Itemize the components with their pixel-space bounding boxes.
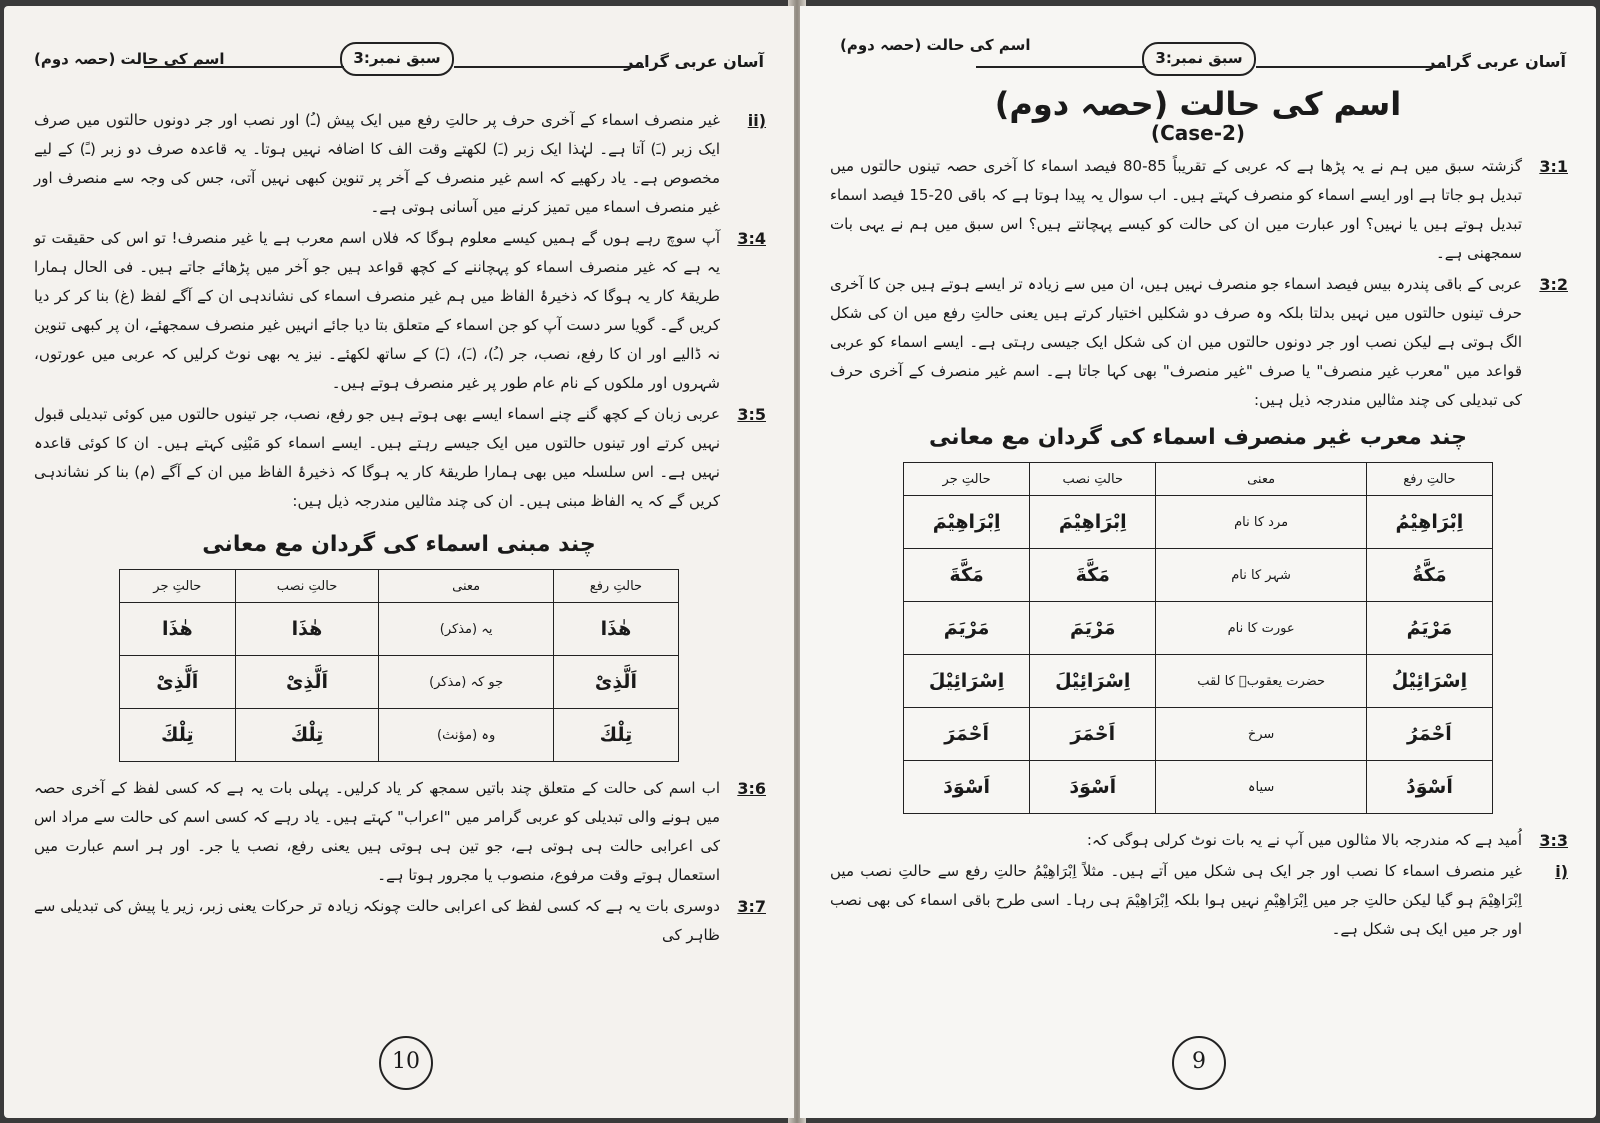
paragraph-3-4 [34, 224, 764, 398]
cell: تِلْكَ [235, 709, 379, 762]
cell: یہ (مذکر) [379, 603, 554, 656]
table-row [904, 549, 1493, 602]
cell: مرد کا نام [1156, 496, 1367, 549]
cell: تِلْكَ [120, 709, 236, 762]
cell: مَرْیَمُ [1366, 602, 1492, 655]
column-header: حالتِ نصب [1030, 463, 1156, 496]
paragraph-number: 3:4 [737, 229, 766, 248]
cell: مَرْیَمَ [1030, 602, 1156, 655]
cell: اِبْرَاهِیْمُ [1366, 496, 1492, 549]
paragraph-i [830, 857, 1566, 944]
cell: اَحْمَرُ [1366, 708, 1492, 761]
header-rule [976, 66, 1146, 68]
ghair-munsarif-table [903, 462, 1493, 814]
paragraph-text: غیر منصرف اسماء کے آخری حرف پر حالتِ رفع میں ایک پیش (ـُ) اور نصب اور جر دونوں حالتوں میں صرف ایک زبر (ـَ) آتا ہے۔ لہٰذا ایک زبر (ـَ) لکھتے وقت الف کا اضافہ نہیں ہوتا۔ یہ قاعدہ صرف دو زبر (ـً) کے لیے مخصوص ہے۔ یاد رکھیے کہ اسم غیر منصرف کے آخر پر تنوین کبھی نہیں آتی، جس کی وجہ سے منصرف اور غیر منصرف اسماء میں تمیز کرنے میں آسانی ہوتی ہے۔ [34, 111, 720, 216]
paragraph-number: 3:6 [737, 779, 766, 798]
cell: حضرت یعقوبؑ کا لقب [1156, 655, 1367, 708]
table-row [120, 709, 679, 762]
cell: مَرْیَمَ [904, 602, 1030, 655]
page-body [830, 85, 1568, 946]
cell: اِبْرَاهِیْمَ [1030, 496, 1156, 549]
page-title: اسم کی حالت (حصہ دوم) [994, 85, 1402, 123]
paragraph-text: اب اسم کی حالت کے متعلق چند باتیں سمجھ کر یاد کرلیں۔ پہلی بات یہ ہے کہ کسی لفظ کے آخری حصہ میں ہونے والی تبدیلی کو عربی گرامر میں "اعراب" کہتے ہیں۔ یاد رہے کہ کسی اسم کی حالت سے مراد اس کی اعرابی حالت ہی ہوتی ہے، جو تین ہی ہوتی ہیں یعنی رفع، نصب یا جر۔ اور ہر اسم عبارت میں استعمال ہوتے وقت مرفوع، منصوب یا مجرور ہوتا ہے۔ [34, 779, 720, 884]
paragraph-text: آپ سوچ رہے ہوں گے ہمیں کیسے معلوم ہوگا کہ فلاں اسم معرب ہے یا غیر منصرف! تو اس کی حقیقت تو یہ ہے کہ غیر منصرف اسماء کو پہچاننے کے کچھ قواعد ہیں جو آخر میں پڑھائے جاتے ہیں۔ فی الحال ہمارا طریقۂ کار یہ ہوگا کہ ذخیرۂ الفاظ میں ہم غیر منصرف اسماء کی نشاندہی ان کے آگے لفظ (غ) بنا کر کر دیا کریں گے۔ گویا سر دست آپ کو جن اسماء کے متعلق بتا دیا جائے انہیں غیر منصرف سمجھئے، ان پر کبھی تنوین نہ ڈالیے اور ان کا رفع، نصب، جر (ـُ)، (ـَ)، (ـَ) کے ساتھ لکھئے۔ نیز یہ بھی نوٹ کرلیں کہ عربی میں عورتوں، شہروں اور ملکوں کے نام عام طور پر غیر منصرف ہوتے ہیں۔ [34, 229, 720, 392]
table-row [904, 655, 1493, 708]
cell: هٰذَا [553, 603, 678, 656]
cell: اَلَّذِیْ [553, 656, 678, 709]
cell: شہر کا نام [1156, 549, 1367, 602]
paragraph-text: دوسری بات یہ ہے کہ کسی لفظ کی اعرابی حالت چونکہ زیادہ تر حرکات یعنی زبر، زیر یا پیش کی تبدیلی سے ظاہر کی [34, 897, 720, 944]
header-rule [1256, 66, 1446, 68]
table-row [904, 761, 1493, 814]
cell: هٰذَا [235, 603, 379, 656]
cell: اِسْرَائِیْلُ [1366, 655, 1492, 708]
lesson-badge: سبق نمبر:3 [1142, 42, 1256, 76]
cell: اِسْرَائِیْلَ [1030, 655, 1156, 708]
cell: اِسْرَائِیْلَ [904, 655, 1030, 708]
book-title: آسان عربی گرامر [624, 52, 764, 71]
page-number: 10 [379, 1036, 433, 1090]
column-header: معنی [1156, 463, 1367, 496]
mabni-table [119, 569, 679, 762]
cell: اَلَّذِیْ [235, 656, 379, 709]
cell: اَسْوَدُ [1366, 761, 1492, 814]
table-header-row [120, 570, 679, 603]
paragraph-ii [34, 106, 764, 222]
cell: اَسْوَدَ [1030, 761, 1156, 814]
page-subtitle: (Case-2) [1150, 121, 1246, 145]
paragraph-3-6 [34, 774, 764, 890]
cell: تِلْكَ [553, 709, 678, 762]
cell: وہ (مؤنث) [379, 709, 554, 762]
part-label: اسم کی حالت (حصہ دوم) [34, 50, 225, 68]
book-title: آسان عربی گرامر [1426, 52, 1566, 71]
page-10 [4, 6, 794, 1118]
paragraph-3-2 [830, 270, 1566, 415]
paragraph-text: عربی زبان کے کچھ گنے چنے اسماء ایسے بھی ہوتے ہیں جو رفع، نصب، جر تینوں حالتوں میں کوئی تبدیلی قبول نہیں کرتے اور تینوں حالتوں میں ایک جیسے رہتے ہیں۔ ایسے اسماء کو مَبْنِی کہتے ہیں۔ ان کا کوئی قاعدہ نہیں ہے۔ اس سلسلہ میں بھی ہمارا طریقۂ کار یہ ہوگا کہ ذخیرۂ الفاظ میں ان کے آگے (م) بنا کر نشاندہی کریں گے کہ یہ الفاظ مبنی ہیں۔ ان کی چند مثالیں مندرجہ ذیل ہیں: [34, 405, 720, 510]
cell: مَكَّةُ [1366, 549, 1492, 602]
table-row [904, 602, 1493, 655]
paragraph-number: 3:5 [737, 405, 766, 424]
cell: جو کہ (مذکر) [379, 656, 554, 709]
column-header: معنی [379, 570, 554, 603]
cell: مَكَّةَ [1030, 549, 1156, 602]
paragraph-text: عربی کے باقی پندرہ بیس فیصد اسماء جو منصرف نہیں ہیں، ان میں سے زیادہ تر ایسے ہوتے ہیں جن کا آخری حرف تینوں حالتوں میں نہیں بدلتا بلکہ وہ صرف دو شکلیں اختیار کرتے ہیں یعنی حالتِ رفع میں ان کی شکل الگ ہوتی ہے لیکن نصب اور جر دونوں حالتوں میں ان کی شکل ایک جیسی رہتی ہے۔ ایسے اسماء کو عربی قواعد میں "معرب غیر منصرف" یا صرف "غیر منصرف" بھی کہا جاتا ہے۔ اسم غیر منصرف کے آخری حرف کی تبدیلی کی چند مثالیں مندرجہ ذیل ہیں: [830, 275, 1522, 409]
column-header: حالتِ جر [904, 463, 1030, 496]
cell: عورت کا نام [1156, 602, 1367, 655]
paragraph-text: گزشتہ سبق میں ہم نے یہ پڑھا ہے کہ عربی کے تقریباً 85-80 فیصد اسماء کا آخری حصہ تینوں حالتوں میں تبدیل ہو جاتا ہے اور ایسے اسماء کو منصرف کہتے ہیں۔ اب سوال یہ پیدا ہوتا ہے کہ باقی 20-15 فیصد اسماء تبدیل ہوتے ہیں یا نہیں؟ اور عبارت میں ان کی حالت کو کیسے پہچانتے ہیں؟ اس سبق میں ہم نے یہی بات سمجھنی ہے۔ [830, 157, 1522, 262]
paragraph-3-3 [830, 826, 1566, 855]
paragraph-text: غیر منصرف اسماء کا نصب اور جر ایک ہی شکل میں آتے ہیں۔ مثلاً اِبْرَاهِیْمُ حالتِ رفع سے حالتِ نصب میں اِبْرَاهِیْمَ ہو گیا لیکن حالتِ جر میں اِبْرَاهِیْمِ نہیں ہوا بلکہ اِبْرَاهِیْمَ ہی رہا۔ اسی طرح باقی اسماء کی بھی نصب اور جر میں ایک ہی شکل ہے۔ [830, 862, 1522, 938]
paragraph-number: i) [1555, 862, 1568, 881]
paragraph-3-7 [34, 892, 764, 950]
cell: مَكَّةَ [904, 549, 1030, 602]
table-row [904, 496, 1493, 549]
table-title: چند معرب غیر منصرف اسماء کی گردان مع معانی [929, 425, 1467, 450]
page-number: 9 [1172, 1036, 1226, 1090]
paragraph-number: 3:3 [1539, 831, 1568, 850]
part-label: اسم کی حالت (حصہ دوم) [840, 36, 1031, 54]
page-header [830, 36, 1566, 80]
paragraph-number: 3:7 [737, 897, 766, 916]
paragraph-text: اُمید ہے کہ مندرجہ بالا مثالوں میں آپ نے یہ بات نوٹ کرلی ہوگی کہ: [1086, 831, 1522, 849]
paragraph-number: ii) [747, 111, 766, 130]
column-header: حالتِ نصب [235, 570, 379, 603]
table-row [904, 708, 1493, 761]
cell: اَسْوَدَ [904, 761, 1030, 814]
table-header-row [904, 463, 1493, 496]
cell: اَحْمَرَ [904, 708, 1030, 761]
paragraph-3-5 [34, 400, 764, 516]
table-title: چند مبنی اسماء کی گردان مع معانی [202, 532, 596, 557]
lesson-badge: سبق نمبر:3 [340, 42, 454, 76]
table-row [120, 656, 679, 709]
cell: سرخ [1156, 708, 1367, 761]
paragraph-number: 3:2 [1539, 275, 1568, 294]
page-9 [800, 6, 1596, 1118]
paragraph-number: 3:1 [1539, 157, 1568, 176]
cell: اَلَّذِیْ [120, 656, 236, 709]
cell: اَحْمَرَ [1030, 708, 1156, 761]
cell: سیاہ [1156, 761, 1367, 814]
page-header [34, 36, 764, 80]
paragraph-3-1 [830, 152, 1566, 268]
page-body [34, 106, 764, 952]
column-header: حالتِ رفع [1366, 463, 1492, 496]
cell: هٰذَا [120, 603, 236, 656]
header-rule [454, 66, 644, 68]
column-header: حالتِ رفع [553, 570, 678, 603]
table-row [120, 603, 679, 656]
column-header: حالتِ جر [120, 570, 236, 603]
cell: اِبْرَاهِیْمَ [904, 496, 1030, 549]
